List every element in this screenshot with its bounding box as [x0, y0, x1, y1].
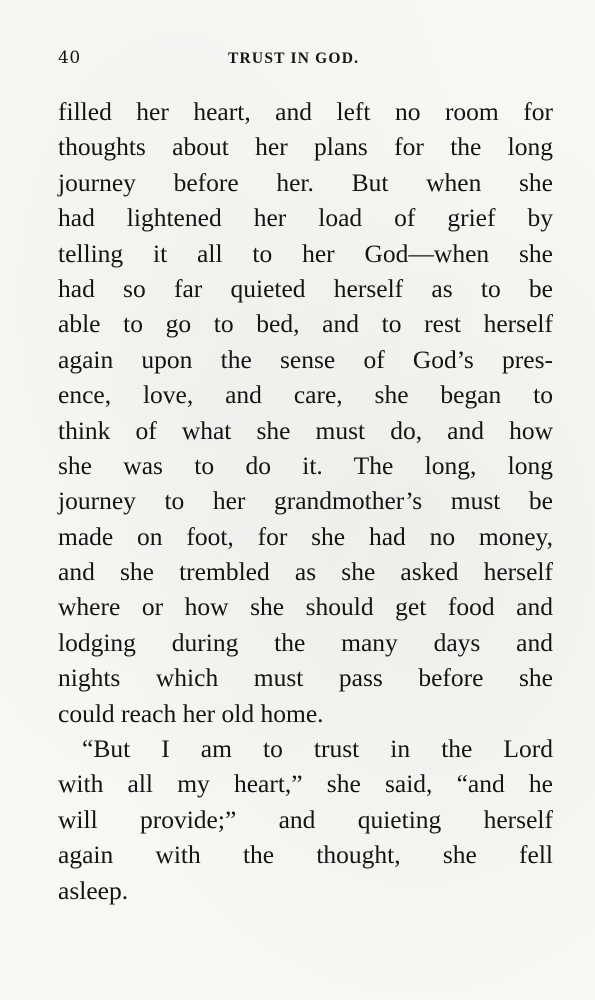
text-line: made on foot, for she had no money,: [58, 521, 553, 551]
page-number: 40: [58, 48, 81, 68]
text-line: lodging during the many days and: [58, 627, 553, 657]
body-text: [58, 94, 553, 908]
text-line: journey to her grandmother’s must be: [58, 486, 553, 516]
page-header: [58, 48, 558, 74]
text-line: filled her heart, and left no room for: [58, 97, 553, 126]
text-line: journey before her. But when she: [58, 167, 553, 197]
text-line: telling it all to her God—when she: [58, 238, 553, 268]
text-line: ence, love, and care, she began to: [58, 380, 553, 410]
text-line: able to go to bed, and to rest herself: [58, 309, 553, 339]
text-line: had so far quieted herself as to be: [58, 273, 553, 303]
text-line: asleep.: [58, 875, 129, 905]
text-line: could reach her old home.: [58, 698, 324, 728]
text-line: with all my heart,” she said, “and he: [58, 769, 553, 799]
paragraph-1: [58, 94, 553, 731]
text-line: “But I am to trust in the Lord: [82, 734, 553, 764]
text-line: where or how she should get food and: [58, 592, 553, 622]
text-line: again with the thought, she fell: [58, 840, 553, 870]
running-head: TRUST IN GOD.: [228, 50, 360, 67]
text-line: think of what she must do, and how: [58, 415, 553, 445]
text-line: will provide;” and quieting herself: [58, 804, 553, 834]
text-line: had lightened her load of grief by: [58, 203, 553, 233]
text-line: she was to do it. The long, long: [58, 450, 553, 480]
text-line: thoughts about her plans for the long: [58, 132, 553, 162]
text-line: nights which must pass before she: [58, 663, 553, 693]
paragraph-2: [58, 731, 553, 908]
text-line: and she trembled as she asked herself: [58, 557, 553, 587]
text-line: again upon the sense of God’s pres-: [58, 344, 553, 374]
